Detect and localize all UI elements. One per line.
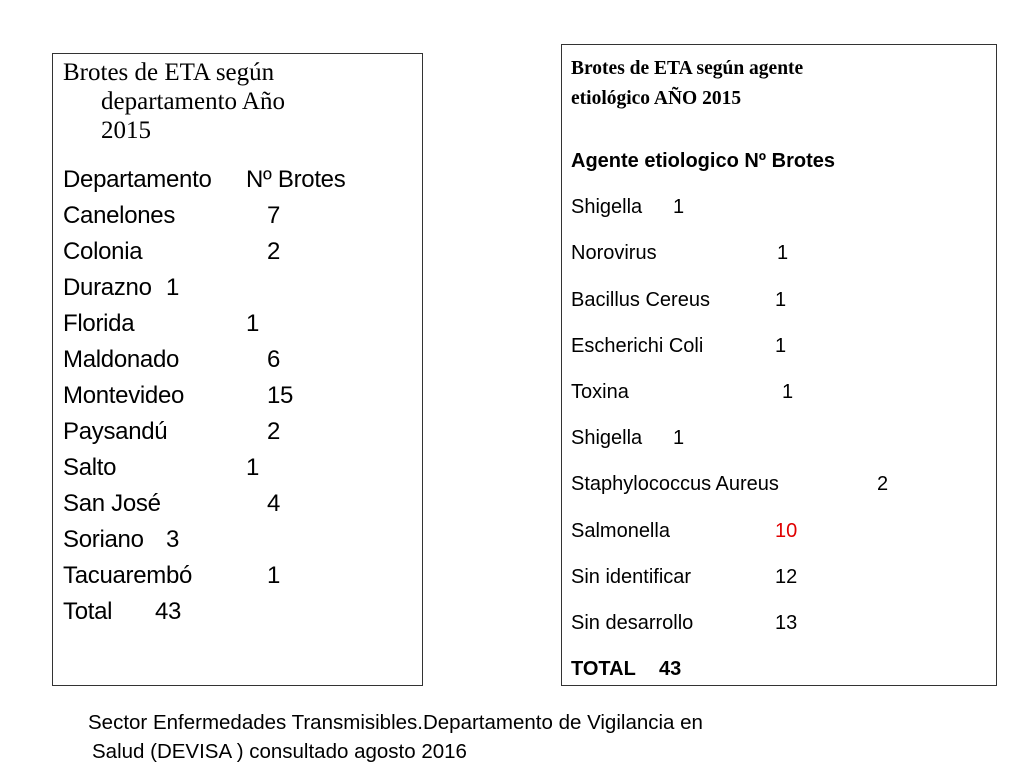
- agent-value: 1: [673, 196, 685, 219]
- department-name: Montevideo: [63, 382, 185, 409]
- department-name: Tacuarembó: [63, 562, 193, 589]
- agents-title-line1: Brotes de ETA según agente: [571, 58, 804, 79]
- agent-value: 13: [775, 611, 798, 634]
- department-value: 2: [267, 238, 281, 265]
- departments-total-label: Total: [63, 598, 113, 625]
- agent-value: 1: [673, 427, 685, 450]
- department-name: Maldonado: [63, 346, 180, 373]
- agent-name: Staphylococcus Aureus: [571, 473, 779, 496]
- footer-line1: Sector Enfermedades Transmisibles.Departamento de Vigilancia en: [88, 711, 703, 734]
- department-name: Paysandú: [63, 418, 168, 445]
- agent-value: 1: [775, 334, 787, 357]
- departments-header-value: Nº Brotes: [246, 166, 346, 193]
- source-footer: [88, 708, 703, 766]
- department-value: 1: [166, 274, 180, 301]
- departments-header-name: Departamento: [63, 166, 212, 193]
- agents-total-value: 43: [659, 658, 682, 681]
- department-value: 3: [166, 526, 180, 553]
- department-name: San José: [63, 490, 161, 517]
- department-value: 6: [267, 346, 281, 373]
- department-value: 1: [246, 454, 260, 481]
- agent-name: Escherichi Coli: [571, 334, 704, 357]
- agents-header: Agente etiologico Nº Brotes: [571, 150, 835, 172]
- department-value: 7: [267, 202, 281, 229]
- agents-panel: [561, 44, 997, 686]
- department-value: 2: [267, 418, 281, 445]
- agent-name: Bacillus Cereus: [571, 288, 710, 311]
- agent-value: 1: [775, 288, 787, 311]
- agent-name: Salmonella: [571, 519, 670, 542]
- department-value: 1: [246, 310, 260, 337]
- department-value: 1: [267, 562, 281, 589]
- agents-title-line2: etiológico AÑO 2015: [571, 88, 742, 109]
- agent-value: 10: [775, 519, 798, 542]
- agent-name: Norovirus: [571, 242, 657, 265]
- agent-value: 1: [782, 380, 794, 403]
- footer-line2: Salud (DEVISA ) consultado agosto 2016: [92, 740, 467, 763]
- agents-title: [571, 54, 981, 114]
- agent-name: Sin identificar: [571, 565, 692, 588]
- department-name: Soriano: [63, 526, 144, 553]
- agent-name: Shigella: [571, 196, 643, 219]
- agent-name: Sin desarrollo: [571, 611, 694, 634]
- department-name: Canelones: [63, 202, 176, 229]
- agent-name: Toxina: [571, 380, 629, 403]
- departments-title-line3: 2015: [101, 117, 151, 144]
- departments-title-line1: Brotes de ETA según: [63, 59, 275, 86]
- department-name: Salto: [63, 454, 117, 481]
- department-name: Durazno: [63, 274, 152, 301]
- agent-value: 1: [777, 242, 789, 265]
- agent-name: Shigella: [571, 427, 643, 450]
- department-name: Colonia: [63, 238, 143, 265]
- departments-title: [63, 58, 393, 145]
- department-name: Florida: [63, 310, 135, 337]
- departments-panel: [52, 53, 423, 686]
- department-value: 4: [267, 490, 281, 517]
- departments-total-value: 43: [155, 598, 182, 625]
- agent-value: 2: [877, 473, 889, 496]
- departments-title-line2: departamento Año: [101, 88, 285, 115]
- agents-total-label: TOTAL: [571, 658, 636, 681]
- agent-value: 12: [775, 565, 798, 588]
- department-value: 15: [267, 382, 294, 409]
